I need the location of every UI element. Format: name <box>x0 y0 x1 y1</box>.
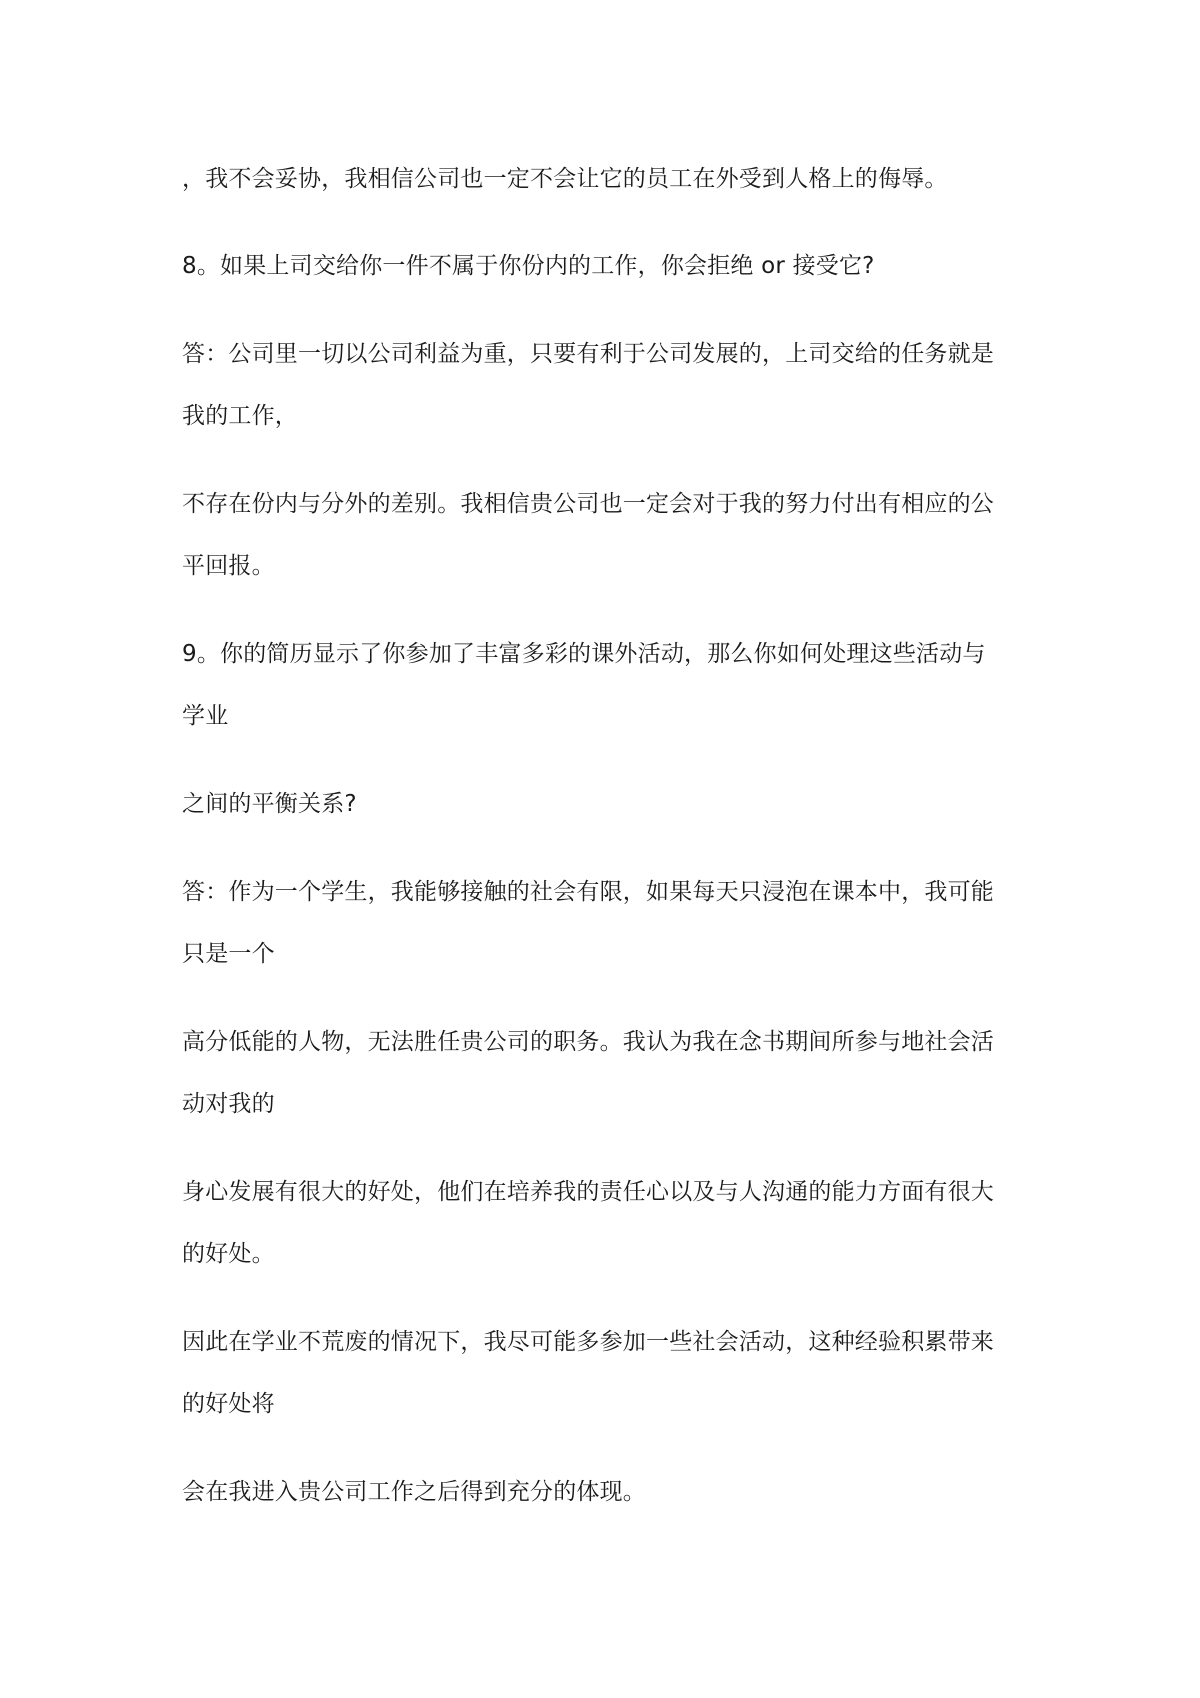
answer-9-line: 答：作为一个学生，我能够接触的社会有限，如果每天只浸泡在课本中，我可能 <box>182 879 994 905</box>
answer-9-line: 的好处将 <box>182 1391 275 1417</box>
answer-9-line: 会在我进入贵公司工作之后得到充分的体现。 <box>182 1479 646 1505</box>
answer-8-line: 我的工作， <box>182 403 298 429</box>
answer-8-line: 答：公司里一切以公司利益为重，只要有利于公司发展的，上司交给的任务就是 <box>182 341 994 367</box>
answer-8-line: 平回报。 <box>182 553 275 579</box>
answer-9-line: 只是一个 <box>182 941 275 967</box>
answer-9-line: 的好处。 <box>182 1241 275 1267</box>
question-8: 8。如果上司交给你一件不属于你份内的工作，你会拒绝 or 接受它? <box>182 253 875 279</box>
answer-9-line: 身心发展有很大的好处，他们在培养我的责任心以及与人沟通的能力方面有很大 <box>182 1179 994 1205</box>
answer-8-line: 不存在份内与分外的差别。我相信贵公司也一定会对于我的努力付出有相应的公 <box>182 491 994 517</box>
text-line: ，我不会妥协，我相信公司也一定不会让它的员工在外受到人格上的侮辱。 <box>182 166 948 192</box>
answer-9-line: 动对我的 <box>182 1091 275 1117</box>
question-9-line: 之间的平衡关系? <box>182 791 357 817</box>
question-9-line: 学业 <box>182 703 229 729</box>
answer-9-line: 因此在学业不荒废的情况下，我尽可能多参加一些社会活动，这种经验积累带来 <box>182 1329 994 1355</box>
answer-9-line: 高分低能的人物，无法胜任贵公司的职务。我认为我在念书期间所参与地社会活 <box>182 1029 994 1055</box>
question-9: 9。你的简历显示了你参加了丰富多彩的课外活动，那么你如何处理这些活动与 <box>182 641 986 667</box>
